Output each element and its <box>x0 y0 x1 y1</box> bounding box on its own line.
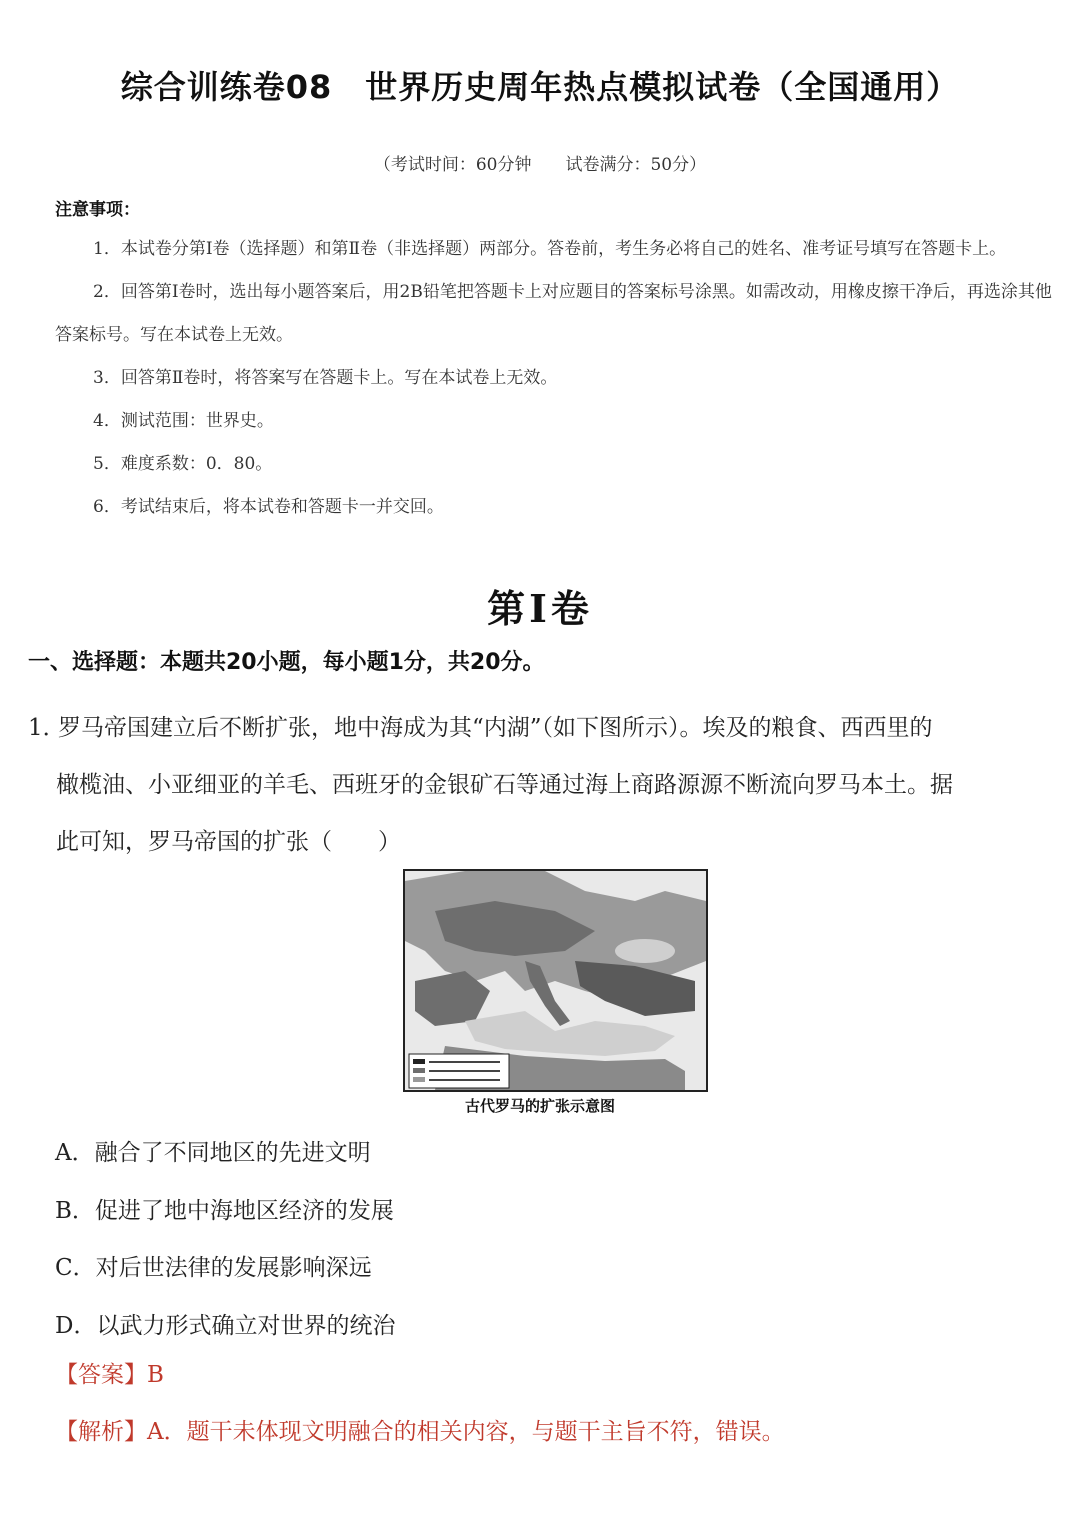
analysis: 【解析】A．题干未体现文明融合的相关内容，与题干主旨不符，错误。 <box>55 1419 785 1445</box>
question-text-line: 此可知，罗马帝国的扩张（ ） <box>56 829 401 855</box>
map-image <box>405 871 706 1090</box>
section-title: 一、选择题：本题共20小题，每小题1分，共20分。 <box>28 650 545 675</box>
map-caption: 古代罗马的扩张示意图 <box>464 1097 615 1115</box>
notice-item: 2．回答第Ⅰ卷时，选出每小题答案后，用2B铅笔把答题卡上对应题目的答案标号涂黑。如需改动，用橡皮擦干净后，再选涂其他答案标号。写在本试卷上无效。 <box>55 282 1052 345</box>
volume-title: 第Ⅰ卷 <box>487 586 593 631</box>
notice-item: 6．考试结束后，将本试卷和答题卡一并交回。 <box>93 497 444 517</box>
option-a: A．融合了不同地区的先进文明 <box>55 1140 371 1166</box>
notice-list <box>55 228 1055 529</box>
roman-expansion-map <box>403 869 708 1092</box>
options-list <box>55 1125 395 1355</box>
option-b: B．促进了地中海地区经济的发展 <box>55 1197 394 1224</box>
option-c: C．对后世法律的发展影响深远 <box>55 1255 372 1281</box>
question-text-line: 橄榄油、小亚细亚的羊毛、西班牙的金银矿石等通过海上商路源源不断流向罗马本土。据 <box>56 772 953 798</box>
notice-item: 4．测试范围：世界史。 <box>93 411 274 431</box>
notice-item: 5．难度系数：0．80。 <box>93 454 273 474</box>
question-1 <box>28 700 1053 871</box>
paper-title: 综合训练卷08 世界历史周年热点模拟试卷（全国通用） <box>120 68 960 106</box>
question-text-line: 罗马帝国建立后不断扩张，地中海成为其“内湖”（如下图所示）。埃及的粮食、西西里的 <box>58 715 933 741</box>
answer: 【答案】B <box>55 1362 164 1388</box>
option-d: D．以武力形式确立对世界的统治 <box>55 1312 396 1339</box>
notice-heading: 注意事项： <box>55 200 140 220</box>
exam-info: （考试时间：60分钟 试卷满分：50分） <box>373 155 707 175</box>
notice-item: 3．回答第Ⅱ卷时，将答案写在答题卡上。写在本试卷上无效。 <box>93 368 558 388</box>
notice-item: 1．本试卷分第Ⅰ卷（选择题）和第Ⅱ卷（非选择题）两部分。答卷前，考生务必将自己的姓名、准考证号填写在答题卡上。 <box>93 239 1007 259</box>
question-number: 1． <box>28 715 66 741</box>
